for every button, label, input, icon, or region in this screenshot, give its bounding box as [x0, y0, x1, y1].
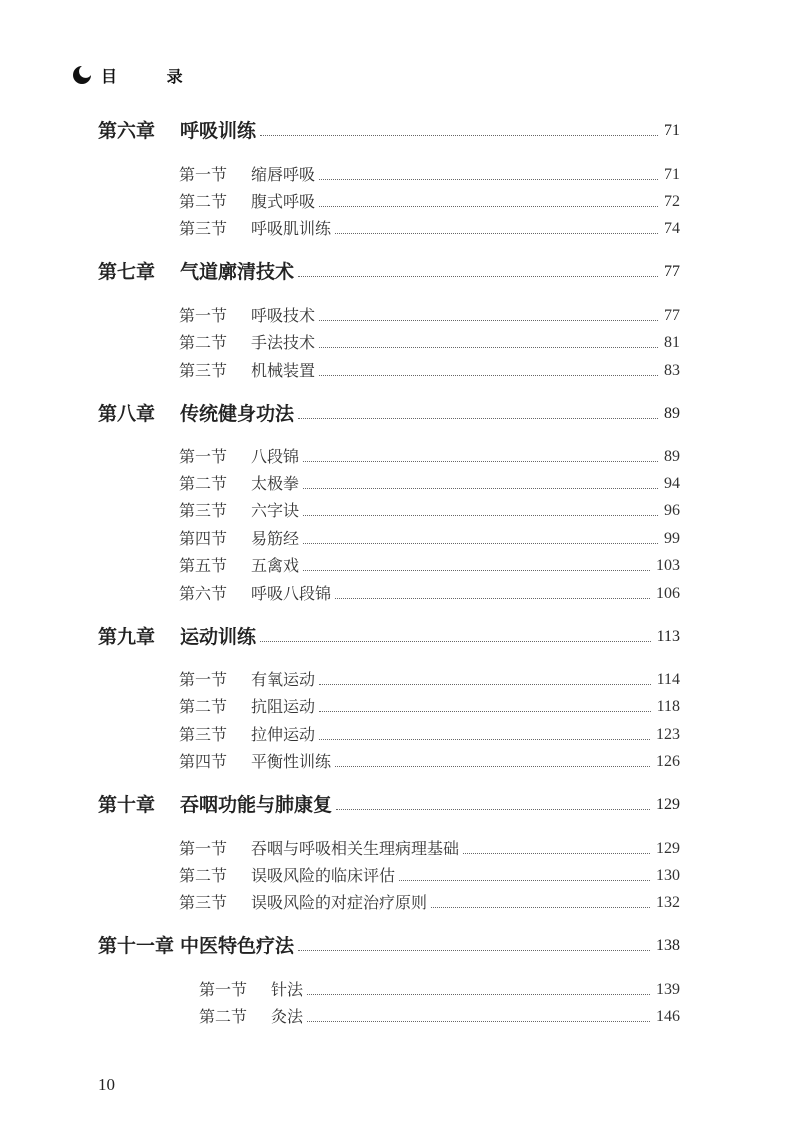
dot-leader — [463, 853, 650, 854]
chapter-number: 第六章 — [98, 120, 156, 142]
dot-leader — [431, 907, 650, 908]
dot-leader — [319, 739, 650, 740]
section-row[interactable] — [179, 472, 680, 496]
section-title: 六字诀 — [251, 501, 300, 520]
page-number: 146 — [656, 1008, 680, 1025]
page-number: 129 — [656, 840, 680, 857]
section-number: 第一节 — [179, 447, 228, 466]
section-number: 第二节 — [179, 866, 228, 885]
page-number: 77 — [664, 307, 680, 324]
page-number: 106 — [656, 585, 680, 602]
section-number: 第二节 — [179, 697, 228, 716]
section-row[interactable] — [179, 499, 680, 523]
section-number: 第三节 — [179, 893, 228, 912]
dot-leader — [335, 233, 658, 234]
section-number: 第五节 — [179, 556, 228, 575]
chapter-row[interactable] — [98, 260, 680, 284]
dot-leader — [303, 515, 658, 516]
dot-leader — [307, 994, 650, 995]
dot-leader — [319, 179, 658, 180]
dot-leader — [319, 684, 651, 685]
page-number: 96 — [664, 502, 680, 519]
section-title: 灸法 — [271, 1007, 304, 1026]
page-number: 74 — [664, 220, 680, 237]
section-row[interactable] — [179, 163, 680, 187]
section-row[interactable] — [179, 723, 680, 747]
section-number: 第二节 — [179, 192, 228, 211]
section-row[interactable] — [179, 695, 680, 719]
section-title: 误吸风险的临床评估 — [251, 866, 396, 885]
section-row[interactable] — [179, 331, 680, 355]
section-row[interactable] — [179, 891, 680, 915]
section-number: 第四节 — [179, 529, 228, 548]
section-title: 八段锦 — [251, 447, 300, 466]
dot-leader — [319, 347, 658, 348]
page-number: 89 — [664, 405, 680, 422]
chapter-row[interactable] — [98, 793, 680, 817]
section-row[interactable] — [179, 864, 680, 888]
dot-leader — [303, 461, 658, 462]
section-row[interactable] — [199, 978, 680, 1002]
dot-leader — [319, 711, 651, 712]
section-title: 抗阻运动 — [251, 697, 316, 716]
section-number: 第一节 — [179, 839, 228, 858]
section-number: 第三节 — [179, 501, 228, 520]
chapter-number: 第八章 — [98, 403, 156, 425]
dot-leader — [307, 1021, 650, 1022]
section-title: 拉伸运动 — [251, 725, 316, 744]
page-number: 71 — [664, 122, 680, 139]
section-title: 缩唇呼吸 — [251, 165, 316, 184]
section-number: 第一节 — [179, 306, 228, 325]
section-number: 第六节 — [179, 584, 228, 603]
chapter-row[interactable] — [98, 934, 680, 958]
section-number: 第三节 — [179, 361, 228, 380]
page-number: 130 — [656, 867, 680, 884]
chapter-number: 第九章 — [98, 626, 156, 648]
section-row[interactable] — [179, 668, 680, 692]
section-row[interactable] — [179, 837, 680, 861]
chapter-number: 第十章 — [98, 794, 156, 816]
section-title: 手法技术 — [251, 333, 316, 352]
dot-leader — [319, 320, 658, 321]
chapter-title: 吞咽功能与肺康复 — [180, 794, 333, 816]
dot-leader — [303, 543, 658, 544]
section-number: 第三节 — [179, 219, 228, 238]
page-number: 83 — [664, 362, 680, 379]
dot-leader — [298, 950, 650, 951]
dot-leader — [399, 880, 650, 881]
section-row[interactable] — [179, 582, 680, 606]
section-row[interactable] — [179, 304, 680, 328]
section-title: 机械装置 — [251, 361, 316, 380]
page-number: 81 — [664, 334, 680, 351]
chapter-title: 传统健身功法 — [180, 403, 295, 425]
page-number: 114 — [656, 671, 680, 688]
chapter-title: 运动训练 — [180, 626, 257, 648]
dot-leader — [319, 375, 658, 376]
page-number: 77 — [664, 263, 680, 280]
section-number: 第一节 — [179, 165, 228, 184]
section-title: 平衡性训练 — [251, 752, 332, 771]
page-number: 103 — [656, 557, 680, 574]
section-title: 呼吸八段锦 — [251, 584, 332, 603]
section-row[interactable] — [179, 554, 680, 578]
section-title: 易筋经 — [251, 529, 300, 548]
section-row[interactable] — [179, 527, 680, 551]
section-title: 太极拳 — [251, 474, 300, 493]
section-number: 第三节 — [179, 725, 228, 744]
section-row[interactable] — [179, 190, 680, 214]
dot-leader — [298, 418, 658, 419]
section-title: 误吸风险的对症治疗原则 — [251, 893, 428, 912]
section-title: 呼吸技术 — [251, 306, 316, 325]
page-number: 138 — [656, 937, 680, 954]
section-title: 呼吸肌训练 — [251, 219, 332, 238]
section-title: 吞咽与呼吸相关生理病理基础 — [251, 839, 460, 858]
dot-leader — [303, 570, 650, 571]
section-number: 第一节 — [199, 980, 248, 999]
footer-page-number: 10 — [98, 1075, 115, 1094]
page-number: 94 — [664, 475, 680, 492]
chapter-row[interactable] — [98, 119, 680, 143]
dot-leader — [335, 598, 650, 599]
page-number: 118 — [656, 698, 680, 715]
section-title: 针法 — [271, 980, 304, 999]
toc-title: 目 录 — [101, 66, 205, 86]
chapter-title: 呼吸训练 — [180, 120, 257, 142]
page-number: 113 — [656, 628, 680, 645]
section-title: 有氧运动 — [251, 670, 316, 689]
dot-leader — [260, 641, 651, 642]
page-number: 99 — [664, 530, 680, 547]
section-row[interactable] — [179, 750, 680, 774]
section-row[interactable] — [179, 217, 680, 241]
section-number: 第二节 — [179, 474, 228, 493]
section-number: 第二节 — [179, 333, 228, 352]
section-title: 腹式呼吸 — [251, 192, 316, 211]
dot-leader — [260, 135, 658, 136]
dot-leader — [298, 276, 658, 277]
page-number: 72 — [664, 193, 680, 210]
section-row[interactable] — [199, 1005, 680, 1029]
page-number: 126 — [656, 753, 680, 770]
chapter-row[interactable] — [98, 402, 680, 426]
page-number: 71 — [664, 166, 680, 183]
dot-leader — [303, 488, 658, 489]
chapter-number: 第七章 — [98, 261, 156, 283]
chapter-row[interactable] — [98, 625, 680, 649]
page-number: 139 — [656, 981, 680, 998]
chapter-title: 气道廓清技术 — [180, 261, 295, 283]
dot-leader — [335, 766, 650, 767]
section-row[interactable] — [179, 445, 680, 469]
page-number: 132 — [656, 894, 680, 911]
toc-header — [71, 63, 205, 87]
page-number: 123 — [656, 726, 680, 743]
section-row[interactable] — [179, 359, 680, 383]
chapter-number: 第十一章 — [98, 935, 175, 957]
dot-leader — [319, 206, 658, 207]
dot-leader — [336, 809, 650, 810]
section-number: 第一节 — [179, 670, 228, 689]
page-number: 129 — [656, 796, 680, 813]
section-number: 第四节 — [179, 752, 228, 771]
section-number: 第二节 — [199, 1007, 248, 1026]
section-title: 五禽戏 — [251, 556, 300, 575]
page-number: 89 — [664, 448, 680, 465]
crescent-logo-icon — [71, 64, 93, 86]
chapter-title: 中医特色疗法 — [180, 935, 295, 957]
